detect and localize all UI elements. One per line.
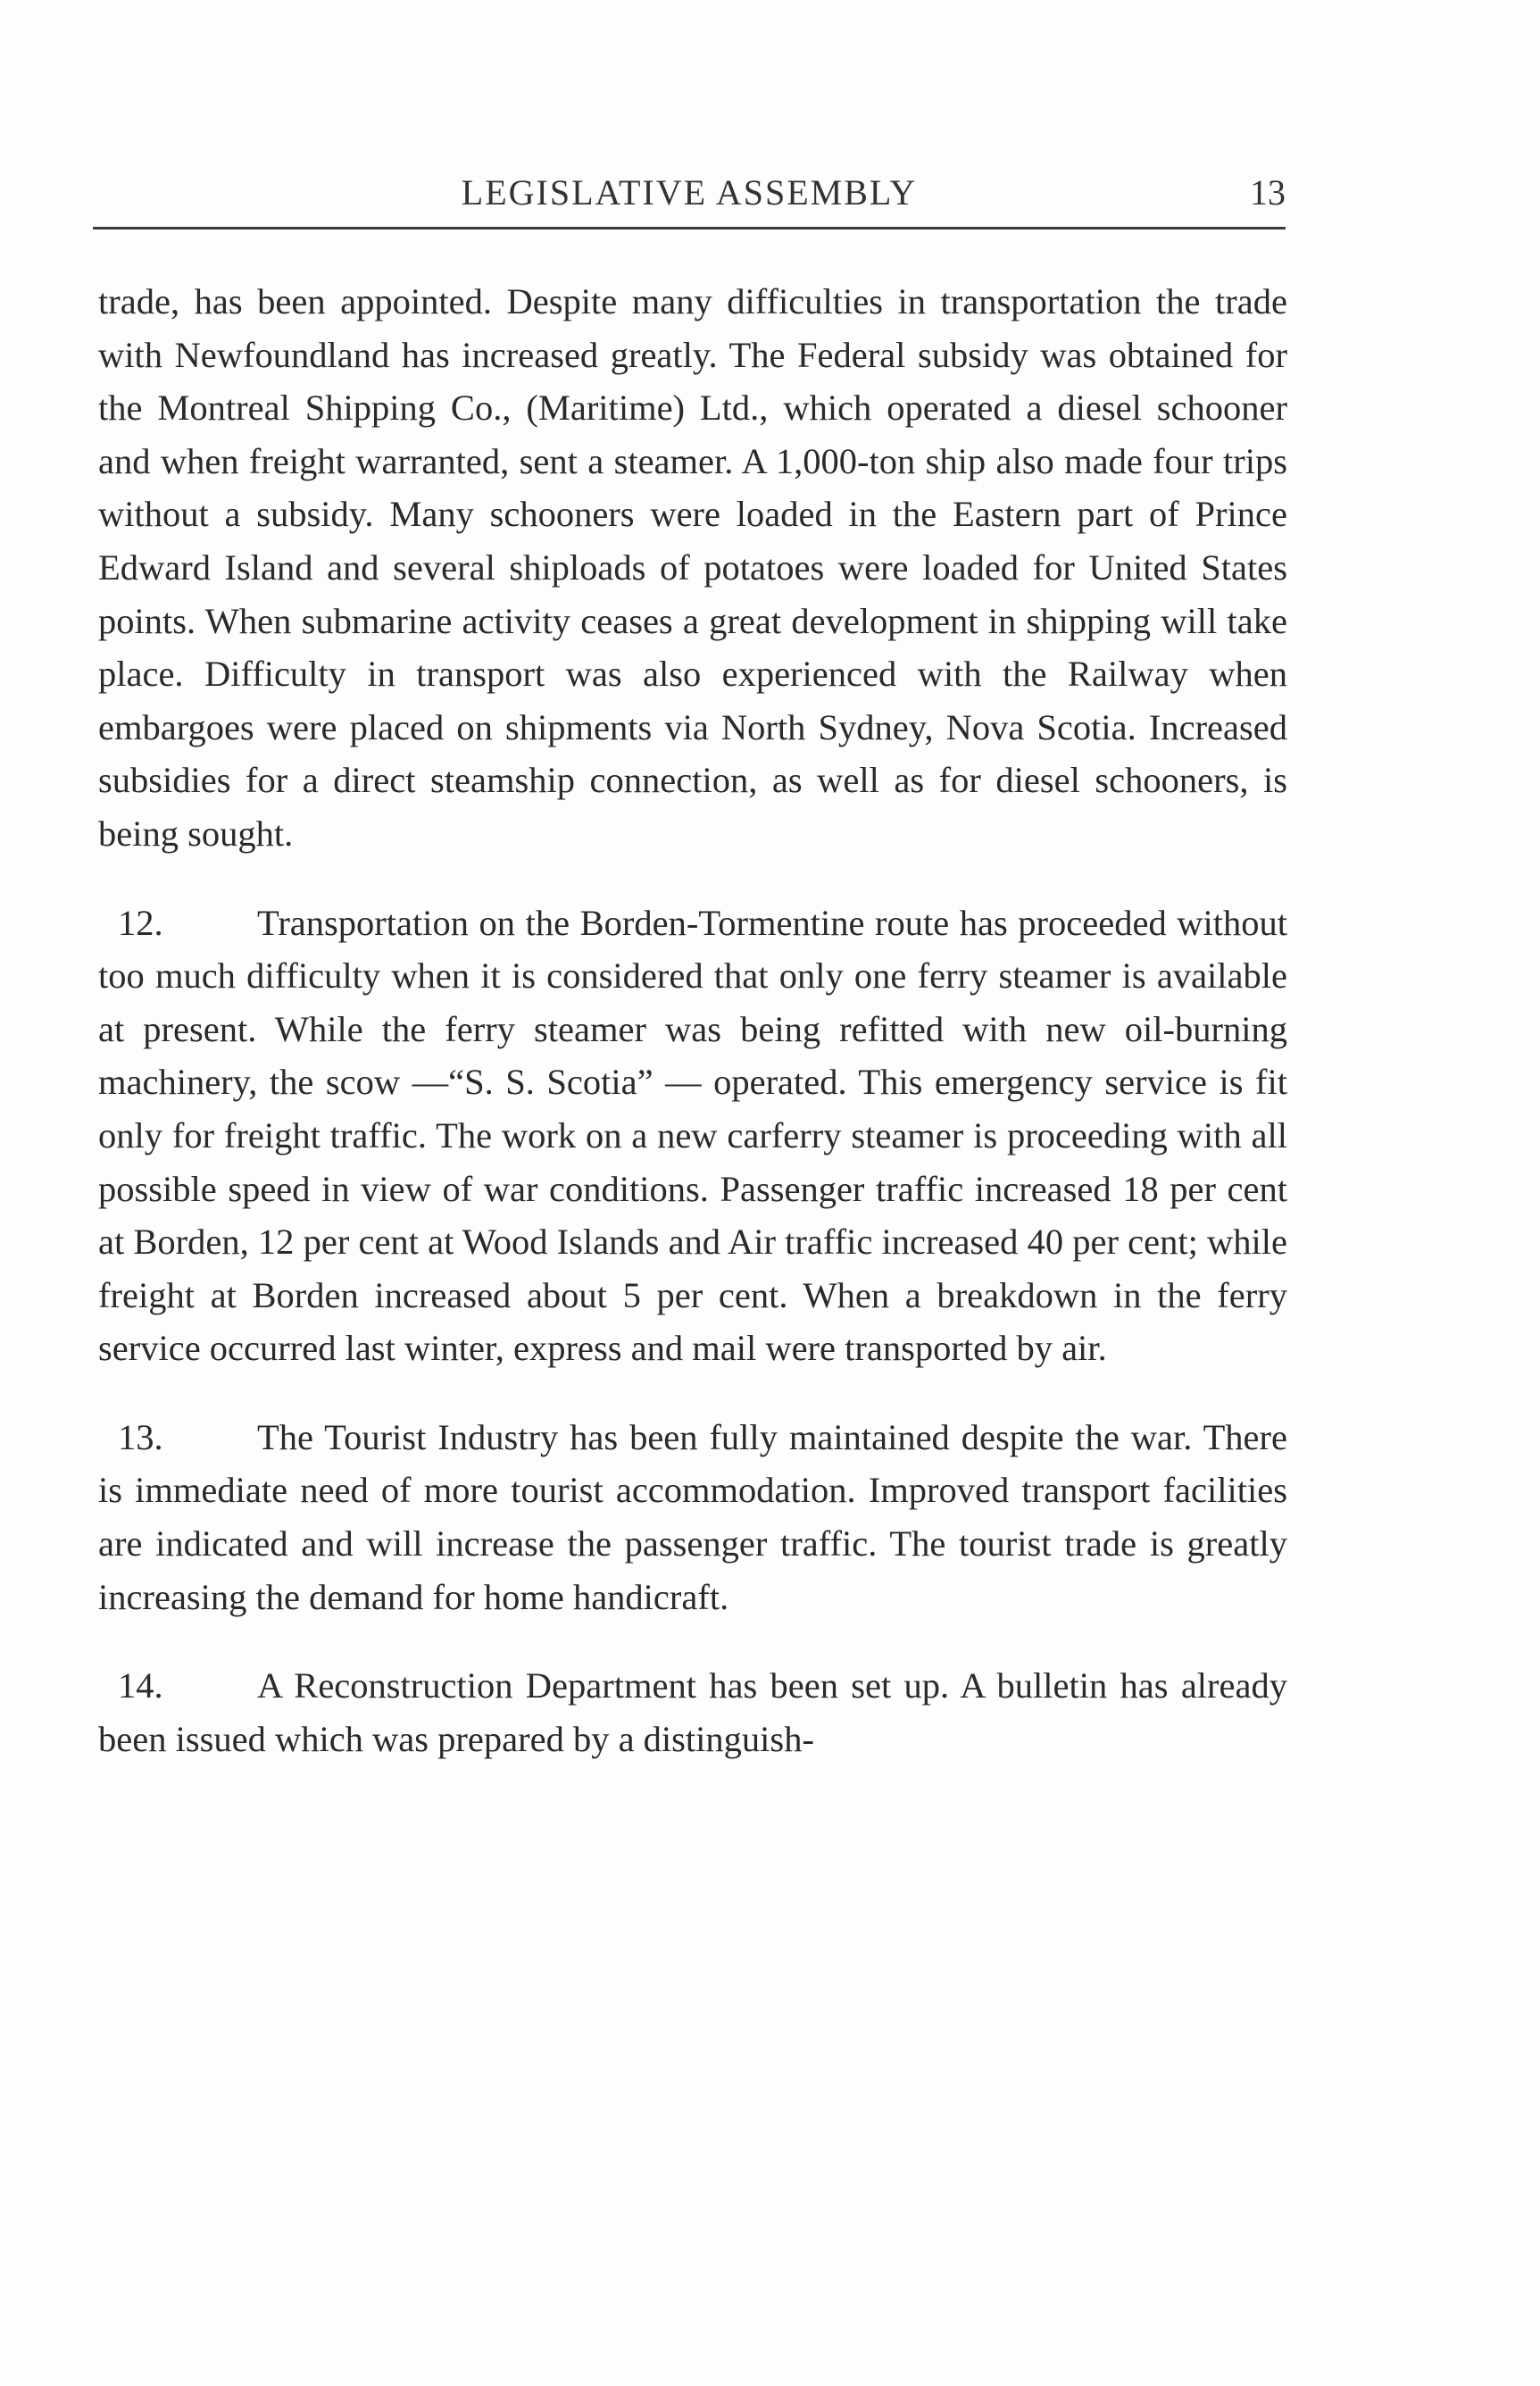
- header-rule: [93, 227, 1286, 229]
- paragraph-13: [98, 1411, 1287, 1623]
- paragraph-text: Transportation on the Borden-Tormentine route has proceeded without too much difficulty when it is considered that only one ferry steamer is available at present. While the ferry steamer was being refitted with new oil-burning machinery, the scow —“S. S. Scotia” — operated. This emergency service is fit only for freight traffic. The work on a new carferry steamer is proceeding with all possible speed in view of war conditions. Passenger traffic increased 18 per cent at Borden, 12 per cent at Wood Islands and Air traffic increased 40 per cent; while freight at Borden increased about 5 per cent. When a breakdown in the ferry service occurred last winter, express and mail were transported by air.: [98, 902, 1287, 1369]
- paragraph-number: 13.: [118, 1416, 163, 1457]
- paragraph-number: 12.: [118, 902, 163, 943]
- page-number: 13: [1250, 172, 1286, 213]
- paragraph-text: trade, has been appointed. Despite many difficulties in transportation the trade with Newfoundland has increased greatly. The Federal subsidy was obtained for the Montreal Shipping Co., (Maritime) Ltd., which operated a diesel schooner and when freight warranted, sent a steamer. A 1,000-ton ship also made four trips without a subsidy. Many schooners were loaded in the Eastern part of Prince Edward Island and several shiploads of potatoes were loaded for United States points. When submarine activity ceases a great development in shipping will take place. Difficulty in transport was also experienced with the Railway when embargoes were placed on shipments via North Sydney, Nova Scotia. Increased subsidies for a direct steamship connection, as well as for diesel schooners, is being sought.: [98, 281, 1287, 854]
- paragraph-14: [98, 1659, 1287, 1765]
- page-header: [93, 171, 1286, 225]
- paragraph-text: The Tourist Industry has been fully maintained despite the war. There is immediate need of more tourist accommodation. Improved transport facilities are indicated and will increase the passenger traffic. The tourist trade is greatly increasing the demand for home handicraft.: [98, 1416, 1287, 1617]
- paragraph-continued: [98, 275, 1287, 861]
- body-text: [98, 275, 1287, 1765]
- running-title: LEGISLATIVE ASSEMBLY: [461, 172, 918, 213]
- paragraph-12: [98, 897, 1287, 1375]
- paragraph-number: 14.: [118, 1665, 163, 1706]
- paragraph-text: A Reconstruction Department has been set up. A bulletin has already been issued which was prepared by a distinguish-: [98, 1665, 1287, 1759]
